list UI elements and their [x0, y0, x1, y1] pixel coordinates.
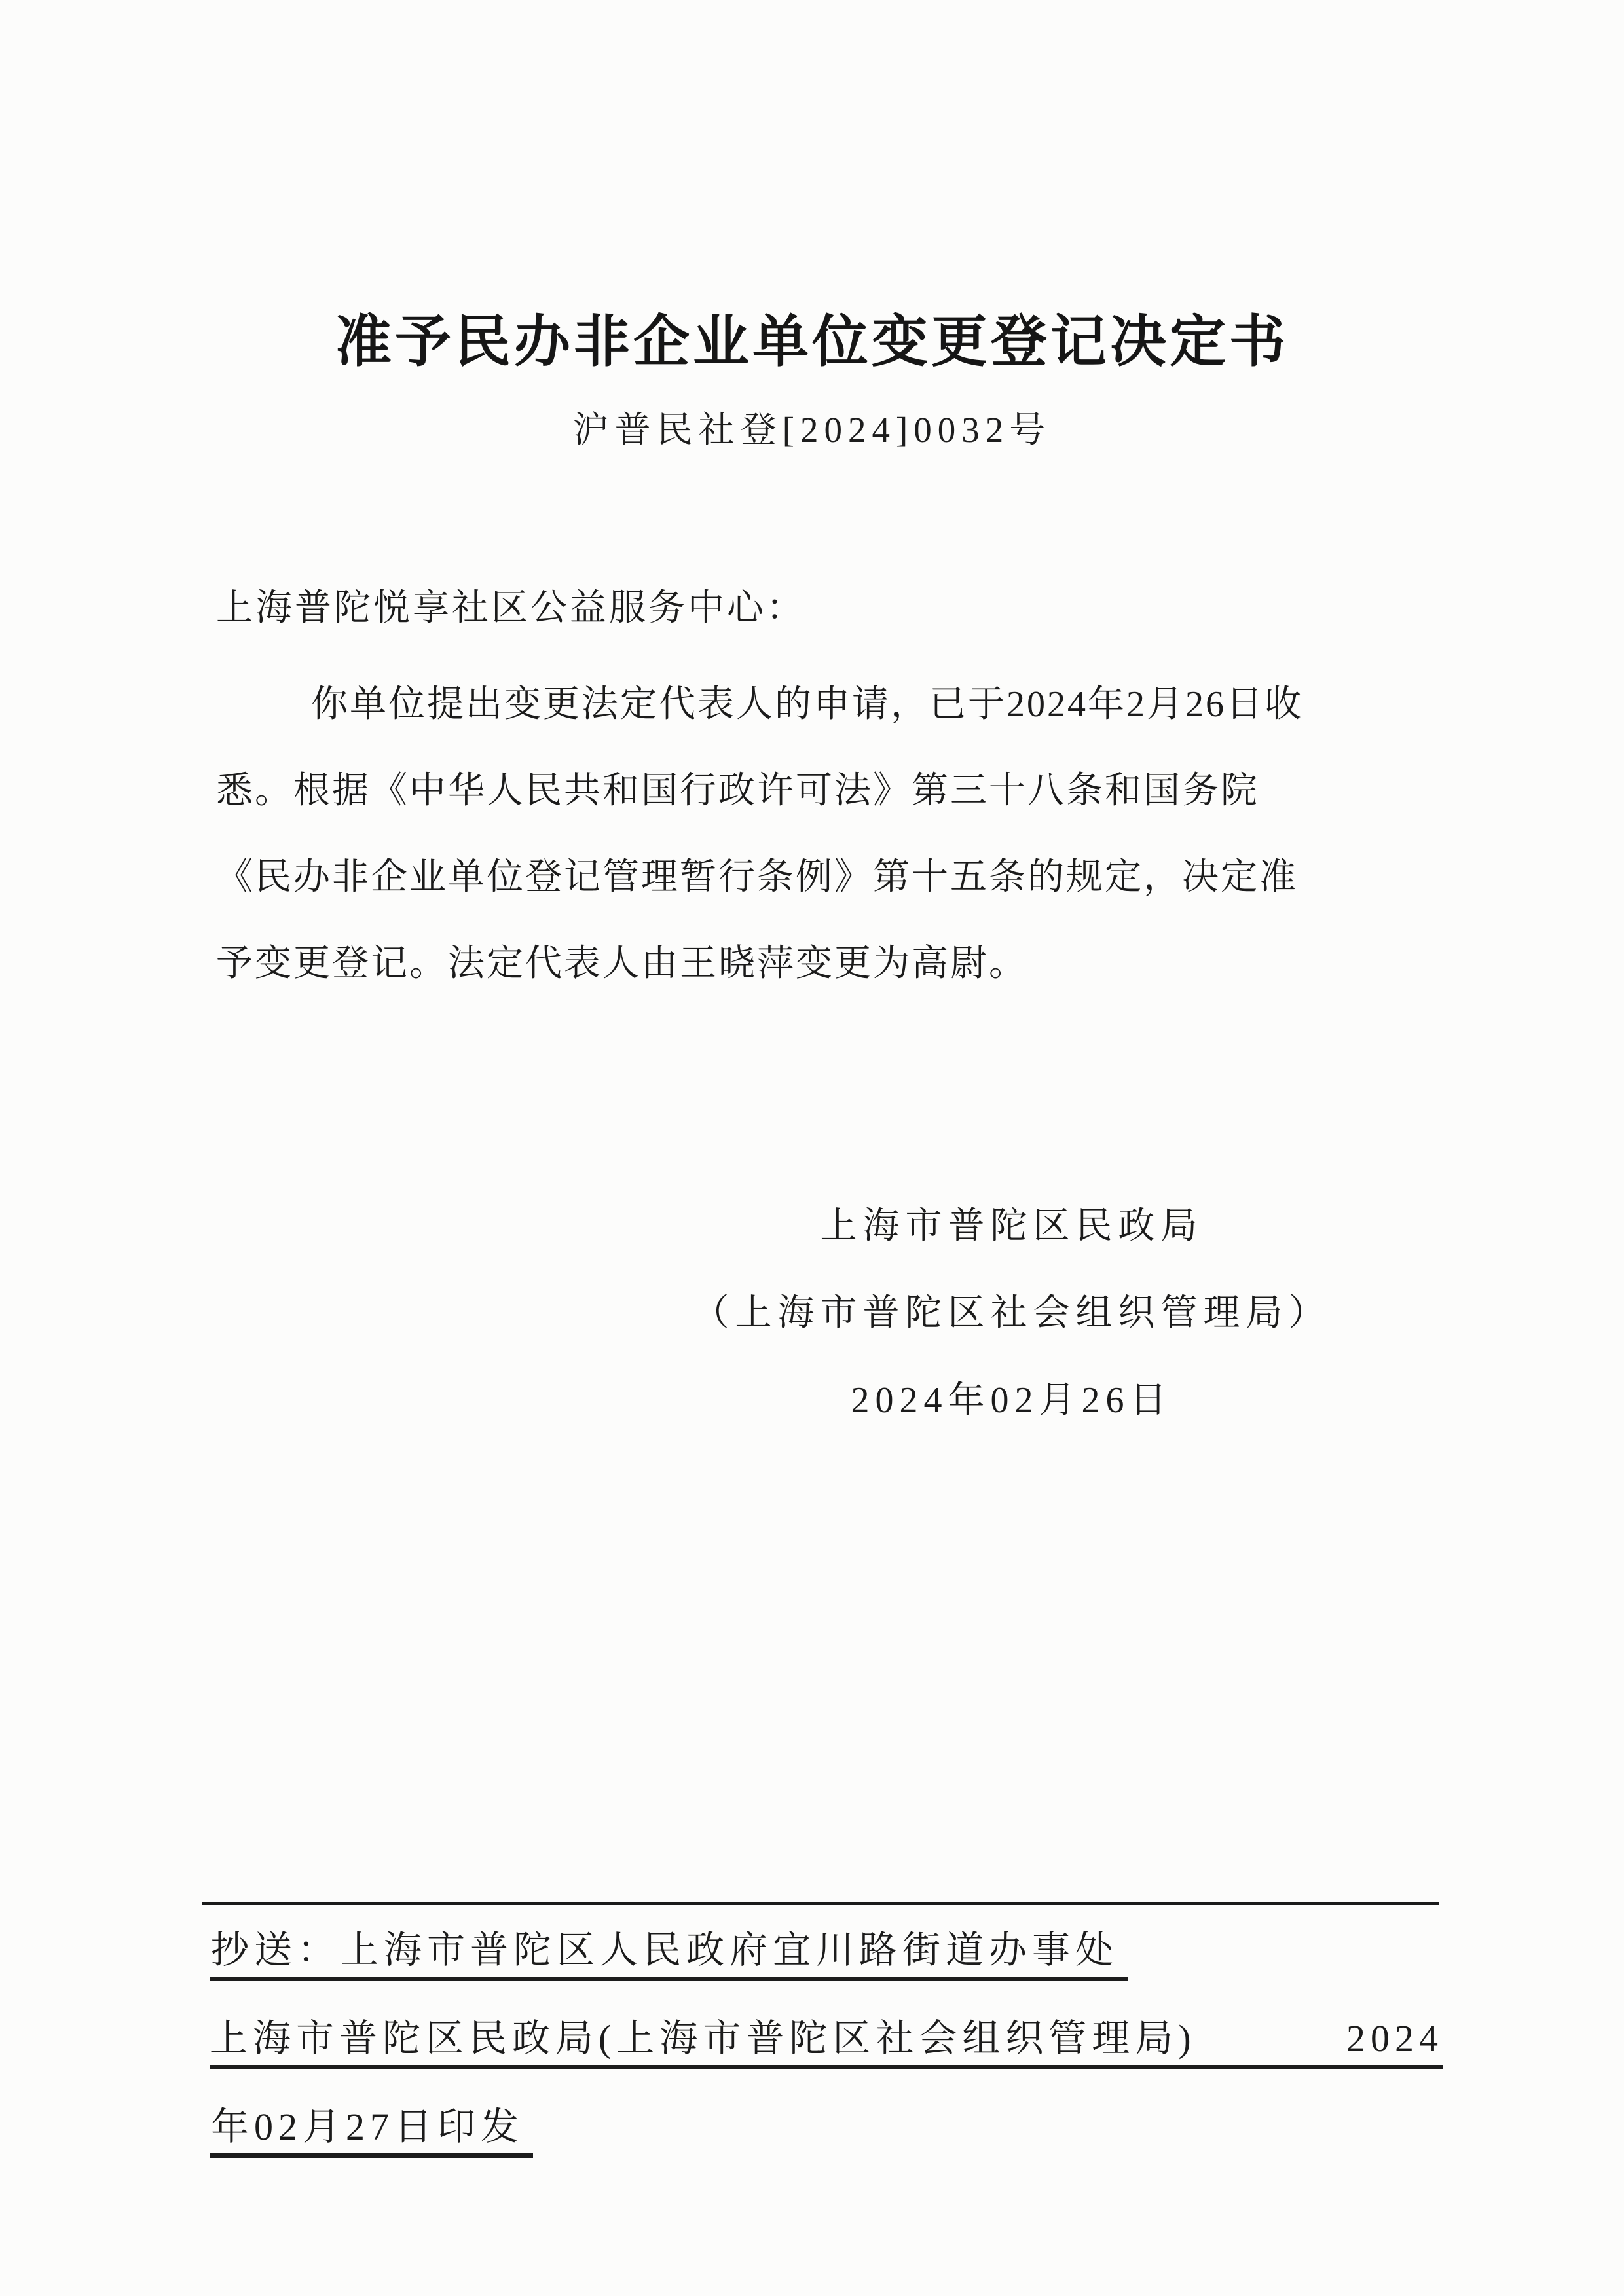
body-line-2: 悉。根据《中华人民共和国行政许可法》第三十八条和国务院: [216, 771, 1259, 811]
footer-issue-date-text: 年02月27日印发: [210, 2107, 533, 2158]
body-paragraph: [216, 681, 1303, 1027]
document-number: 沪普民社登[2024]0032号: [572, 410, 1052, 450]
footer-cc-line: [210, 1930, 1128, 1981]
body-line-4: 予变更登记。法定代表人由王晓萍变更为高尉。: [216, 943, 1027, 984]
footer-issuer-year: 2024: [1346, 2017, 1443, 2060]
signature-date: 2024年02月26日: [851, 1380, 1173, 1421]
footer-issuer-text: 上海市普陀区民政局(上海市普陀区社会组织管理局): [210, 2017, 1196, 2060]
addressee-line: 上海普陀悦享社区公益服务中心：: [216, 588, 805, 629]
signature-block: [566, 1203, 1457, 1465]
signature-org: 上海市普陀区民政局: [820, 1206, 1204, 1247]
footer-divider: [202, 1902, 1439, 1905]
body-line-1: 你单位提出变更法定代表人的申请，已于2024年2月26日收: [311, 684, 1303, 725]
body-line-3: 《民办非企业单位登记管理暂行条例》第十五条的规定，决定准: [216, 857, 1298, 898]
document-title: 准予民办非企业单位变更登记决定书: [335, 310, 1289, 373]
footer-issuer-line: [210, 2018, 1443, 2069]
signature-org-alias: （上海市普陀区社会组织管理局）: [692, 1293, 1331, 1334]
footer-cc-text: 抄送：上海市普陀区人民政府宜川路街道办事处: [210, 1930, 1128, 1981]
footer-issue-date-line: [210, 2107, 533, 2158]
